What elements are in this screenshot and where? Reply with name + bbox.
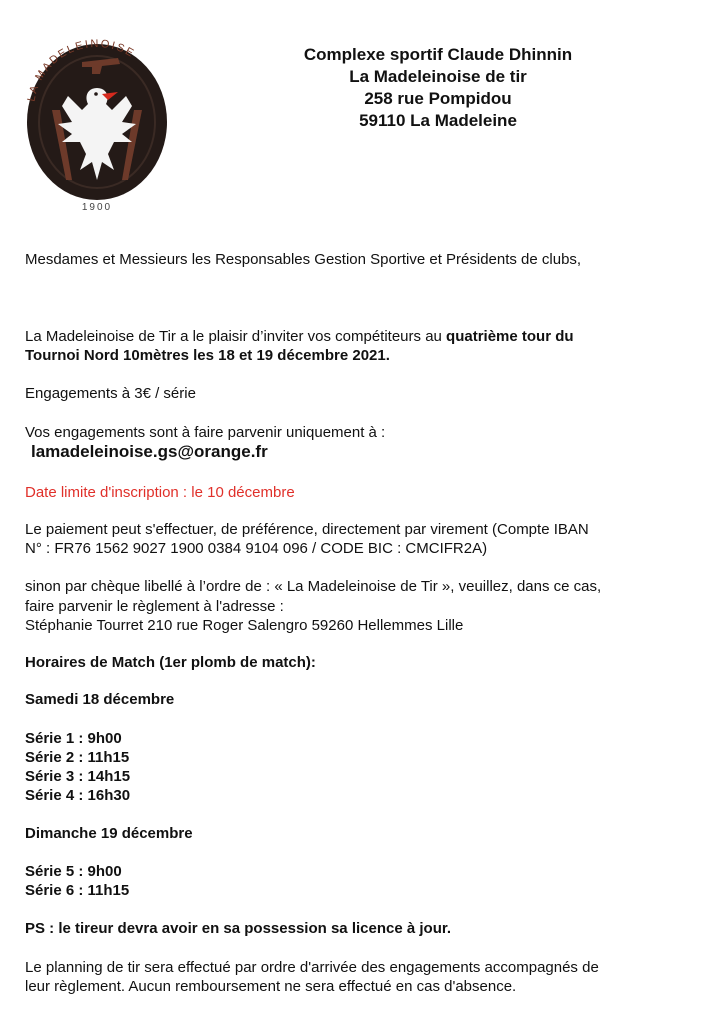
logo-year: 1900 [81,202,113,213]
greeting: Mesdames et Messieurs les Responsables Gestion Sportive et Présidents de clubs, [25,251,582,268]
header-city: 59110 La Madeleine [359,111,517,130]
eagle-emblem-icon [22,30,172,215]
cheque-line-2: faire parvenir le règlement à l'adresse : [25,598,284,615]
invite-line-2: Tournoi Nord 10mètres les 18 et 19 décembre 2021. [25,347,390,364]
invite-highlight: quatrième tour du [446,328,574,345]
registration-deadline: Date limite d'inscription : le 10 décembre [25,484,295,501]
saturday-series-1: Série 1 : 9h00 [25,730,122,747]
licence-note: PS : le tireur devra avoir en sa possession sa licence à jour. [25,920,452,937]
contact-email-link[interactable]: lamadeleinoise.gs@orange.fr [31,442,268,461]
planning-line-2: leur règlement. Aucun remboursement ne sera effectué en cas d'absence. [25,978,517,995]
engagements-price: Engagements à 3€ / série [25,385,196,402]
saturday-series-3: Série 3 : 14h15 [25,768,131,785]
schedule-title: Horaires de Match (1er plomb de match): [25,654,316,671]
sunday-title: Dimanche 19 décembre [25,825,193,842]
header-street: 258 rue Pompidou [364,89,512,108]
engagements-send: Vos engagements sont à faire parvenir uniquement à : [25,424,386,441]
sunday-series-6: Série 6 : 11h15 [25,882,130,899]
cheque-line-1: sinon par chèque libellé à l’ordre de : « La Madeleinoise de Tir », veuillez, dans ce cas, [25,578,602,595]
logo-arc-text: LA MADELEINOISE [25,37,138,103]
invite-line-1 [25,327,574,346]
saturday-title: Samedi 18 décembre [25,691,175,708]
cheque-address: Stéphanie Tourret 210 rue Roger Salengro 59260 Hellemmes Lille [25,617,464,634]
planning-line-1: Le planning de tir sera effectué par ordre d'arrivée des engagements accompagnés de [25,959,599,976]
saturday-series-2: Série 2 : 11h15 [25,749,130,766]
payment-line-2: N° : FR76 1562 9027 1900 0384 9104 096 / CODE BIC : CMCIFR2A) [25,540,488,557]
header-club: La Madeleinoise de tir [349,67,527,86]
header-venue: Complexe sportif Claude Dhinnin [303,45,573,64]
saturday-series-4: Série 4 : 16h30 [25,787,131,804]
invite-text: La Madeleinoise de Tir a le plaisir d’inviter vos compétiteurs au [25,328,447,345]
sunday-series-5: Série 5 : 9h00 [25,863,122,880]
address-header [268,44,608,132]
payment-line-1: Le paiement peut s'effectuer, de préférence, directement par virement (Compte IBAN [25,521,589,538]
club-logo [22,30,172,215]
